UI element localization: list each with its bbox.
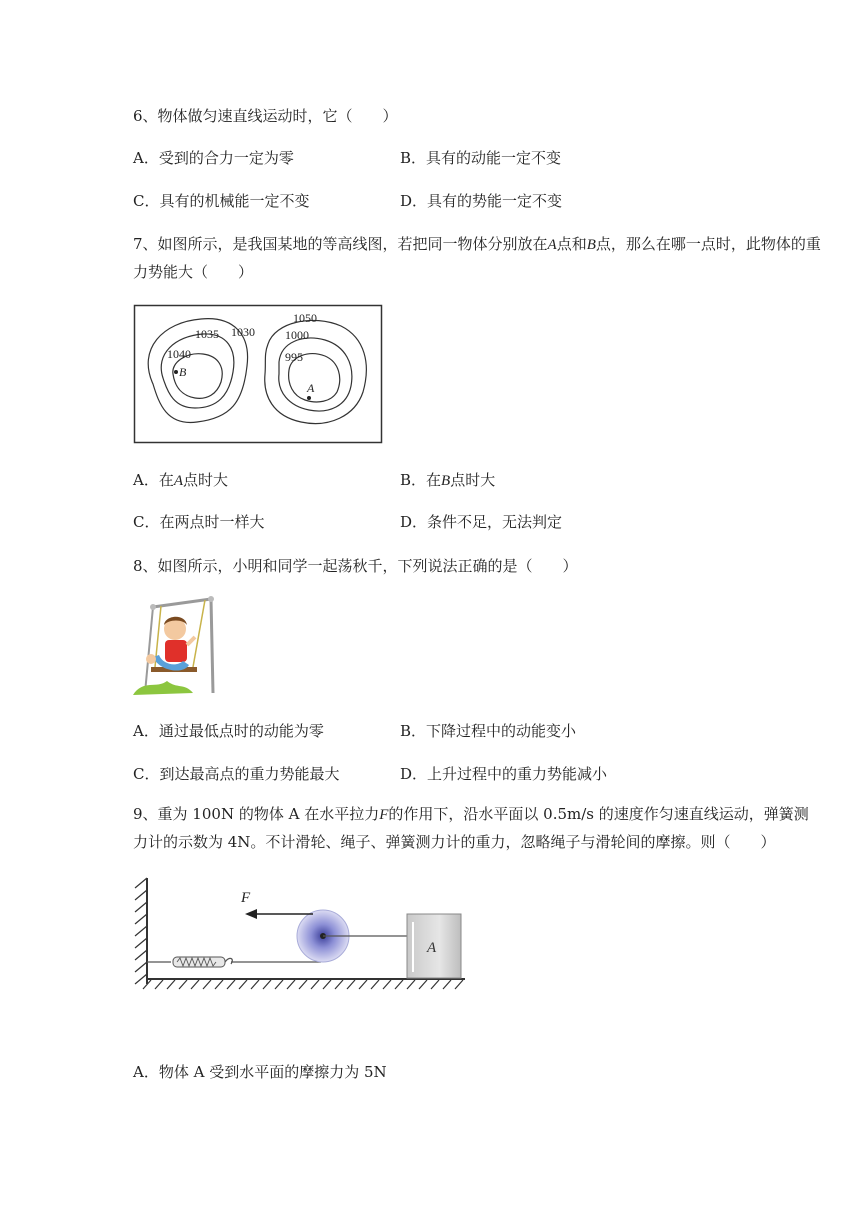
contour-label-1050: 1050	[293, 311, 317, 325]
pulley-system-figure	[133, 876, 468, 996]
q9-option-a: A．物体 A 受到水平面的摩擦力为 5N	[133, 1063, 387, 1081]
q6-option-a: A．受到的合力一定为零	[133, 149, 294, 167]
contour-label-1000: 1000	[285, 328, 309, 342]
q6-option-d: D．具有的势能一定不变	[400, 192, 563, 210]
contour-map-figure	[133, 304, 383, 444]
q7-option-b-suffix: 点时大	[450, 471, 496, 489]
q7-option-c: C．在两点时一样大	[133, 513, 265, 531]
q9-stem	[133, 801, 823, 856]
q7-option-b-prefix: B．在	[400, 471, 442, 489]
q7-stem-part3: 点，那么在哪一点时，此物体的重力势能大（ ）	[133, 235, 821, 281]
q8-option-d: D．上升过程中的重力势能减小	[400, 765, 608, 783]
contour-label-1035: 1035	[195, 327, 219, 341]
q9-stem-part1: 9、重为 100N 的物体 A 在水平拉力	[133, 805, 380, 823]
q8-option-c: C．到达最高点的重力势能最大	[133, 765, 340, 783]
swing-illustration-icon	[133, 595, 218, 695]
q8-stem: 8、如图所示，小明和同学一起荡秋千，下列说法正确的是（ ）	[133, 557, 578, 575]
q7-option-b-var: B	[441, 473, 451, 489]
contour-point-a: A	[307, 381, 315, 395]
q7-stem-part1: 7、如图所示，是我国某地的等高线图，若把同一物体分别放在	[133, 235, 548, 253]
q6-option-b: B．具有的动能一定不变	[400, 149, 562, 167]
q6-option-c: C．具有的机械能一定不变	[133, 192, 310, 210]
contour-point-b: B	[179, 365, 187, 379]
q7-option-b	[400, 469, 495, 490]
q7-stem-part2: 点和	[556, 235, 587, 253]
contour-label-1040: 1040	[167, 347, 191, 361]
contour-label-1030: 1030	[231, 325, 255, 339]
block-label-a: A	[427, 940, 437, 956]
q8-option-a: A．通过最低点时的动能为零	[133, 722, 324, 740]
contour-label-995: 995	[285, 350, 303, 364]
q6-stem: 6、物体做匀速直线运动时，它（ ）	[133, 107, 398, 125]
q7-var-a: A	[547, 237, 557, 253]
q7-option-a-var: A	[173, 473, 184, 489]
q9-stem-part2: 的作用下，沿水平面以 0.5m/s 的速度作匀速直线运动，弹簧测力计的示数为 4N。不计滑轮、绳子、弹簧测力计的重力，忽略绳子与滑轮间的摩擦。则（ ）	[133, 805, 809, 851]
q7-stem	[133, 231, 823, 286]
q7-option-a-suffix: 点时大	[183, 471, 229, 489]
q7-option-d: D．条件不足，无法判定	[400, 513, 563, 531]
q7-option-a	[133, 469, 228, 490]
q7-var-b: B	[586, 237, 596, 253]
q8-option-b: B．下降过程中的动能变小	[400, 722, 577, 740]
q9-var-f: F	[379, 807, 389, 823]
force-label-f: F	[241, 890, 251, 906]
q7-option-a-prefix: A．在	[133, 471, 174, 489]
